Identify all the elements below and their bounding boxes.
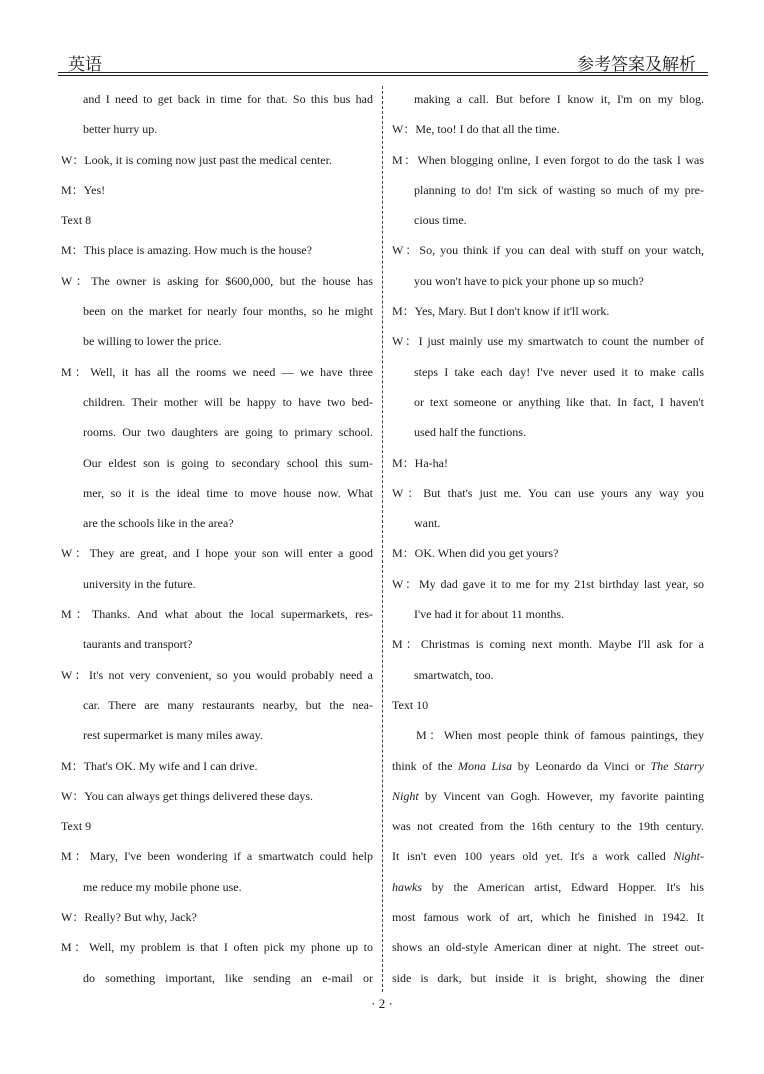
text-line: or text someone or anything like that. In fact, I haven't <box>414 394 704 409</box>
text-line: M：When most people think of famous paintings, they <box>416 728 704 743</box>
text-line: M：Mary, I've been wondering if a smartwatch could help <box>61 849 373 864</box>
text-line: Our eldest son is going to secondary school this sum- <box>83 455 373 470</box>
text-line: M：Yes! <box>61 182 106 197</box>
text-line: been on the market for nearly four months, so he might <box>83 304 373 319</box>
text-line: M：That's OK. My wife and I can drive. <box>61 758 258 773</box>
text-line: W：Look, it is coming now just past the medical center. <box>61 152 332 167</box>
text-line: used half the functions. <box>414 425 526 440</box>
page-number: · 2 · <box>371 996 393 1011</box>
text-line: planning to do! I'm sick of wasting so much of my pre- <box>414 182 704 197</box>
header-subject: 英语 <box>68 55 102 75</box>
text-line: steps I take each day! I've never used it to make calls <box>414 364 704 379</box>
text-line: hawks by the American artist, Edward Hopper. It's his <box>392 879 704 894</box>
text-line: side is dark, but inside it is bright, showing the diner <box>392 970 704 985</box>
text-line: cious time. <box>414 213 467 228</box>
text-line: W：My dad gave it to me for my 21st birthday last year, so <box>392 576 704 591</box>
text-line: M：Christmas is coming next month. Maybe I'll ask for a <box>392 637 704 652</box>
text-line: Night by Vincent van Gogh. However, my favorite painting <box>392 788 704 803</box>
text-line: M：Thanks. And what about the local supermarkets, res- <box>61 607 373 622</box>
text-line: are the schools like in the area? <box>83 516 234 531</box>
text-line: W：You can always get things delivered these days. <box>61 788 314 803</box>
text-line: university in the future. <box>83 576 196 591</box>
text-line: W：But that's just me. You can use yours any way you <box>392 485 704 500</box>
painting-title-starry-night-cont: Night <box>392 788 419 803</box>
text-line: M：When blogging online, I even forgot to do the task I was <box>392 152 704 167</box>
text-line: M：OK. When did you get yours? <box>392 546 559 561</box>
text-line: want. <box>414 516 441 531</box>
text-line: you won't have to pick your phone up so much? <box>414 273 644 288</box>
text-line: mer, so it is the ideal time to move house now. What <box>83 485 373 500</box>
section-heading: Text 9 <box>61 819 92 834</box>
text-line: me reduce my mobile phone use. <box>83 879 242 894</box>
section-heading: Text 10 <box>392 697 429 712</box>
text-line: M：Well, my problem is that I often pick my phone up to <box>61 940 373 955</box>
text-line: I've had it for about 11 months. <box>414 607 565 622</box>
text-line: W：I just mainly use my smartwatch to count the number of <box>392 334 704 349</box>
text-line: think of the Mona Lisa by Leonardo da Vinci or The Starry <box>392 758 704 773</box>
text-line: making a call. But before I know it, I'm on my blog. <box>414 92 704 106</box>
text-line: shows an old-style American diner at night. The street out- <box>392 940 704 955</box>
text-line: be willing to lower the price. <box>83 334 222 349</box>
text-line: W：The owner is asking for $600,000, but the house has <box>61 273 373 288</box>
text-line: rest supermarket is many miles away. <box>83 728 263 743</box>
text-line: was not created from the 16th century to the 19th century. <box>392 819 704 834</box>
text-line: W：Me, too! I do that all the time. <box>392 122 560 137</box>
text-line: W：They are great, and I hope your son will enter a good <box>61 546 373 561</box>
header-rule-thick <box>58 72 708 73</box>
text-line: M：Well, it has all the rooms we need — we have three <box>61 364 373 379</box>
painting-title-nighthawks-cont: hawks <box>392 879 422 894</box>
painting-title-starry-night: The Starry <box>650 758 704 773</box>
left-column <box>61 84 373 993</box>
text-line: M：Ha-ha! <box>392 455 448 470</box>
text-line: car. There are many restaurants nearby, but the nea- <box>83 697 373 712</box>
text-line: rooms. Our two daughters are going to primary school. <box>83 425 373 440</box>
text-line: W：It's not very convenient, so you would probably need a <box>61 667 373 682</box>
text-line: W：Really? But why, Jack? <box>61 910 197 925</box>
painting-title-nighthawks: Night- <box>673 849 704 864</box>
text-line: do something important, like sending an e-mail or <box>83 970 373 985</box>
column-divider <box>382 86 383 992</box>
text-line: better hurry up. <box>83 122 158 137</box>
header-section: 参考答案及解析 <box>577 55 696 75</box>
header-rule-thin <box>58 75 708 76</box>
text-line: most famous work of art, which he finished in 1942. It <box>392 910 704 925</box>
painting-title-mona-lisa: Mona Lisa <box>457 758 513 773</box>
text-line: M：This place is amazing. How much is the house? <box>61 243 312 258</box>
section-heading: Text 8 <box>61 213 92 228</box>
text-line: children. Their mother will be happy to have two bed- <box>83 394 373 409</box>
text-line: M：Yes, Mary. But I don't know if it'll work. <box>392 304 610 319</box>
text-line: taurants and transport? <box>83 637 193 652</box>
text-line: and I need to get back in time for that. So this bus had <box>83 92 373 106</box>
text-line: It isn't even 100 years old yet. It's a work called Night- <box>392 849 704 864</box>
text-line: smartwatch, too. <box>414 667 494 682</box>
right-column <box>392 84 704 993</box>
text-line: W：So, you think if you can deal with stuff on your watch, <box>392 243 704 258</box>
